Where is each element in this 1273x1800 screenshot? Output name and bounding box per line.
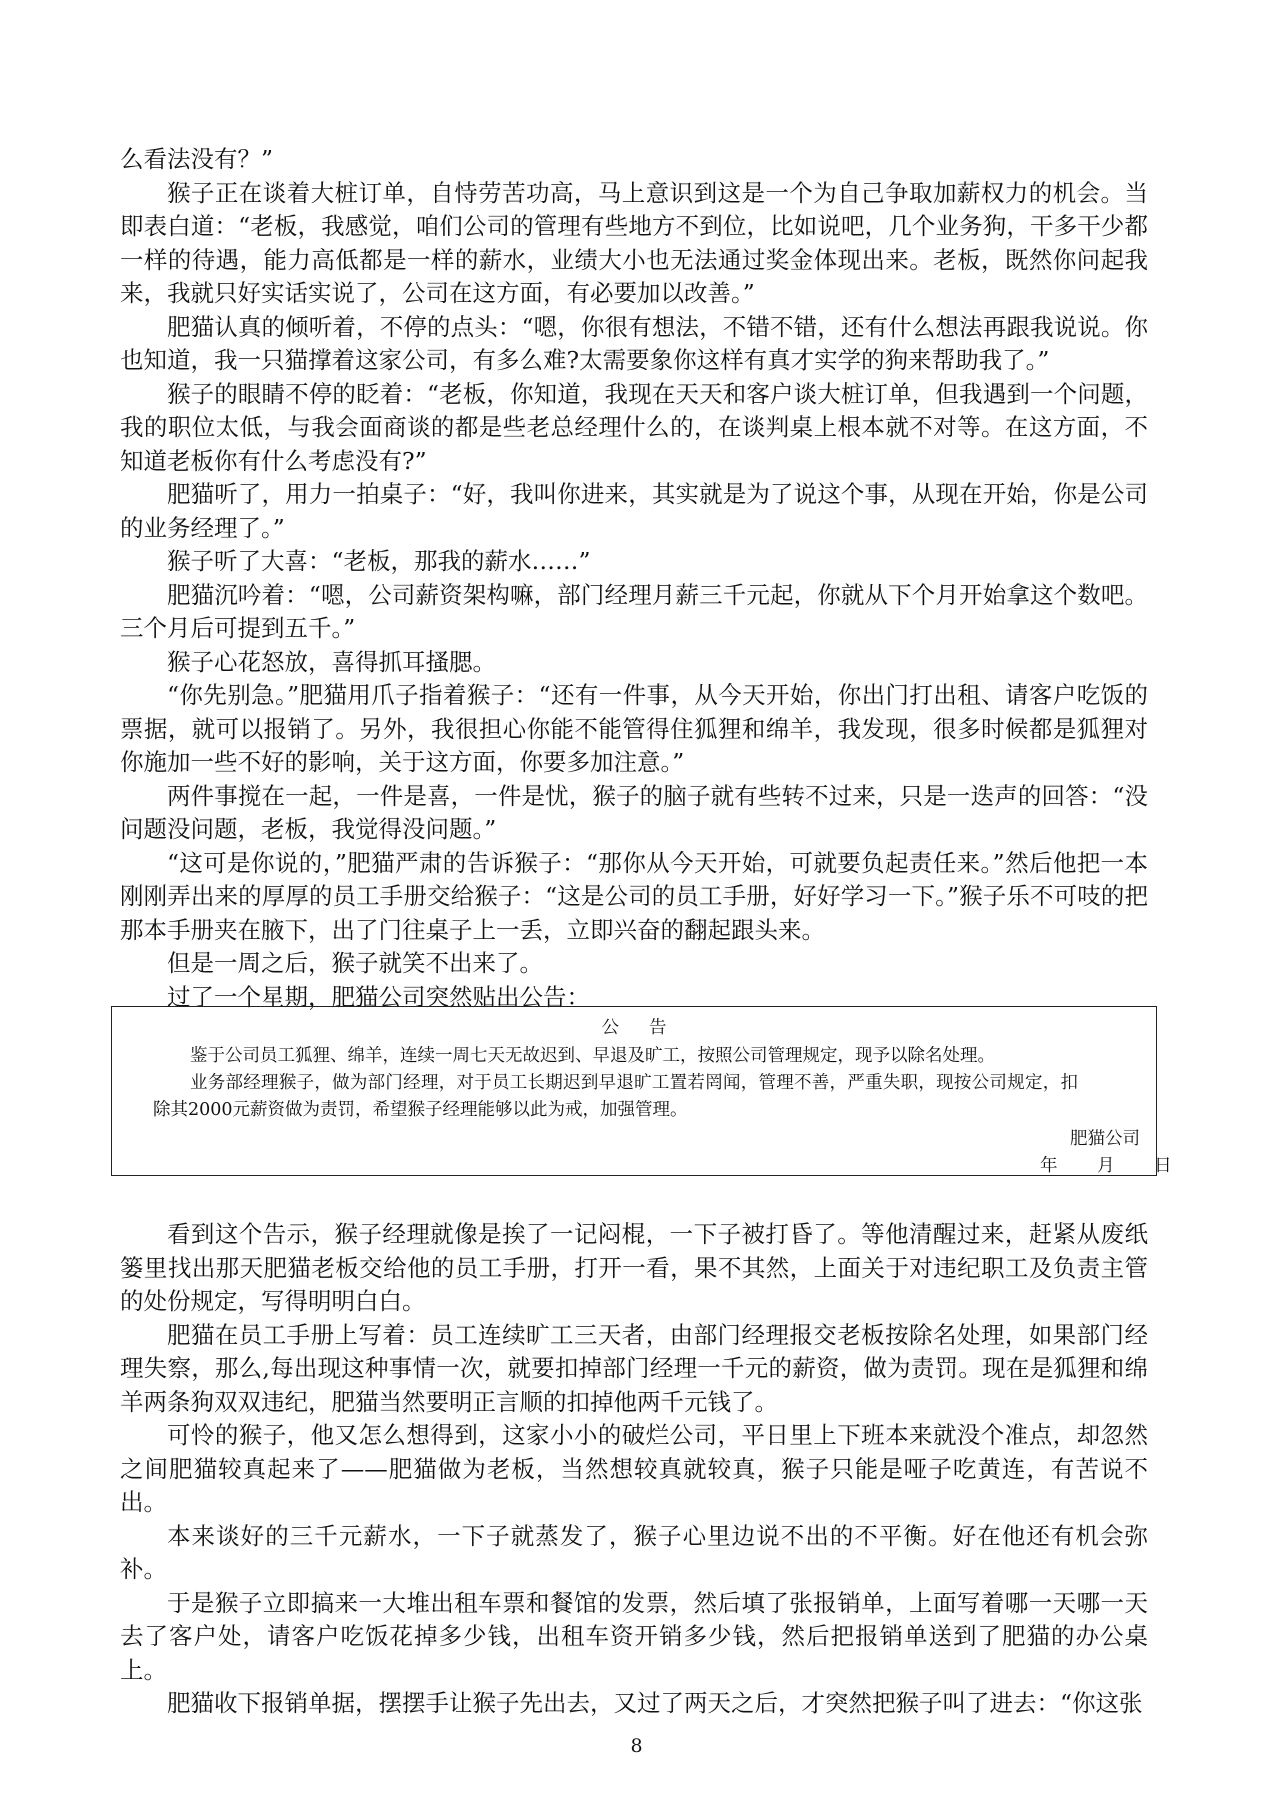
paragraph: 过了一个星期，肥猫公司突然贴出公告： <box>167 982 590 1011</box>
notice-date: 年 月 日 <box>1040 1156 1180 1176</box>
paragraph: 猴子心花怒放，喜得抓耳搔腮。 <box>167 647 496 676</box>
page-number: 8 <box>630 1735 643 1757</box>
notice-paragraph: 业务部经理猴子，做为部门经理，对于员工长期迟到早退旷工置若罔闻，管理不善，严重失职，现按公司规定，扣除其2000元薪资做为责罚，希望猴子经理能够以此为戒，加强管理。 <box>153 1073 1078 1120</box>
paragraph: 本来谈好的三千元薪水，一下子就蒸发了，猴子心里边说不出的不平衡。好在他还有机会弥补。 <box>120 1521 1148 1583</box>
paragraph: 猴子的眼睛不停的眨着：“老板，你知道，我现在天天和客户谈大桩订单，但我遇到一个问题，我的职位太低，与我会面商谈的都是些老总经理什么的，在谈判桌上根本就不对等。在这方面，不知道老板你有什么考虑没有?” <box>120 379 1148 475</box>
paragraph: 于是猴子立即搞来一大堆出租车票和餐馆的发票，然后填了张报销单，上面写着哪一天哪一天去了客户处，请客户吃饭花掉多少钱，出租车资开销多少钱，然后把报销单送到了肥猫的办公桌上。 <box>120 1588 1148 1684</box>
paragraph: “你先别急。”肥猫用爪子指着猴子：“还有一件事，从今天开始，你出门打出租、请客户吃饭的票据，就可以报销了。另外，我很担心你能不能管得住狐狸和绵羊，我发现，很多时候都是狐狸对你施加一些不好的影响，关于这方面，你要多加注意。” <box>120 681 1148 776</box>
paragraph: 肥猫收下报销单据，摆摆手让猴子先出去，又过了两天之后，才突然把猴子叫了进去：“你这张 <box>167 1689 1143 1717</box>
paragraph: 可怜的猴子，他又怎么想得到，这家小小的破烂公司，平日里上下班本来就没个准点，却忽然之间肥猫较真起来了——肥猫做为老板，当然想较真就较真，猴子只能是哑子吃黄连，有苦说不出。 <box>120 1421 1148 1516</box>
notice-body <box>153 1043 1078 1124</box>
paragraph: 肥猫在员工手册上写着：员工连续旷工三天者，由部门经理报交老板按除名处理，如果部门经理失察，那么,每出现这种事情一次，就要扣掉部门经理一千元的薪资，做为责罚。现在是狐狸和绵羊两条狗双双违纪，肥猫当然要明正言顺的扣掉他两千元钱了。 <box>120 1320 1148 1416</box>
paragraph: 两件事搅在一起，一件是喜，一件是忧，猴子的脑子就有些转不过来，只是一迭声的回答：“没问题没问题，老板，我觉得没问题。” <box>120 781 1148 843</box>
body-text-top <box>120 143 1148 1014</box>
paragraph: 肥猫听了，用力一拍桌子：“好，我叫你进来，其实就是为了说这个事，从现在开始，你是公司的业务经理了。” <box>120 480 1148 542</box>
paragraph: 但是一周之后，猴子就笑不出来了。 <box>167 949 543 977</box>
paragraph: 肥猫认真的倾听着，不停的点头：“嗯，你很有想法，不错不错，还有什么想法再跟我说说。你也知道，我一只猫撑着这家公司，有多么难?太需要象你这样有真才实学的狗来帮助我了。” <box>120 312 1148 374</box>
notice-signature: 肥猫公司 <box>1070 1129 1140 1149</box>
body-text-bottom <box>120 1218 1148 1721</box>
paragraph: “这可是你说的，”肥猫严肃的告诉猴子：“那你从今天开始，可就要负起责任来。”然后他把一本刚刚弄出来的厚厚的员工手册交给猴子：“这是公司的员工手册，好好学习一下。”猴子乐不可吱的把那本手册夹在腋下，出了门往桌子上一丢，立即兴奋的翻起跟头来。 <box>120 848 1148 944</box>
notice-box <box>111 1006 1180 1176</box>
notice-title: 公告 <box>601 1018 697 1038</box>
paragraph: 肥猫沉吟着：“嗯，公司薪资架构嘛，部门经理月薪三千元起，你就从下个月开始拿这个数吧。三个月后可提到五千。” <box>120 580 1148 642</box>
paragraph: 么看法没有？” <box>120 145 274 173</box>
paragraph: 猴子听了大喜：“老板，那我的薪水……” <box>167 547 591 575</box>
paragraph: 猴子正在谈着大桩订单，自恃劳苦功高，马上意识到这是一个为自己争取加薪权力的机会。当即表白道：“老板，我感觉，咱们公司的管理有些地方不到位，比如说吧，几个业务狗，干多干少都一样的待遇，能力高低都是一样的薪水，业绩大小也无法通过奖金体现出来。老板，既然你问起我来，我就只好实话实说了，公司在这方面，有必要加以改善。” <box>120 178 1148 307</box>
paragraph: 看到这个告示，猴子经理就像是挨了一记闷棍，一下子被打昏了。等他清醒过来，赶紧从废纸篓里找出那天肥猫老板交给他的员工手册，打开一看，果不其然，上面关于对违纪职工及负责主管的处份规定，写得明明白白。 <box>120 1220 1148 1315</box>
notice-paragraph: 鉴于公司员工狐狸、绵羊，连续一周七天无故迟到、早退及旷工，按照公司管理规定，现予以除名处理。 <box>190 1046 995 1066</box>
